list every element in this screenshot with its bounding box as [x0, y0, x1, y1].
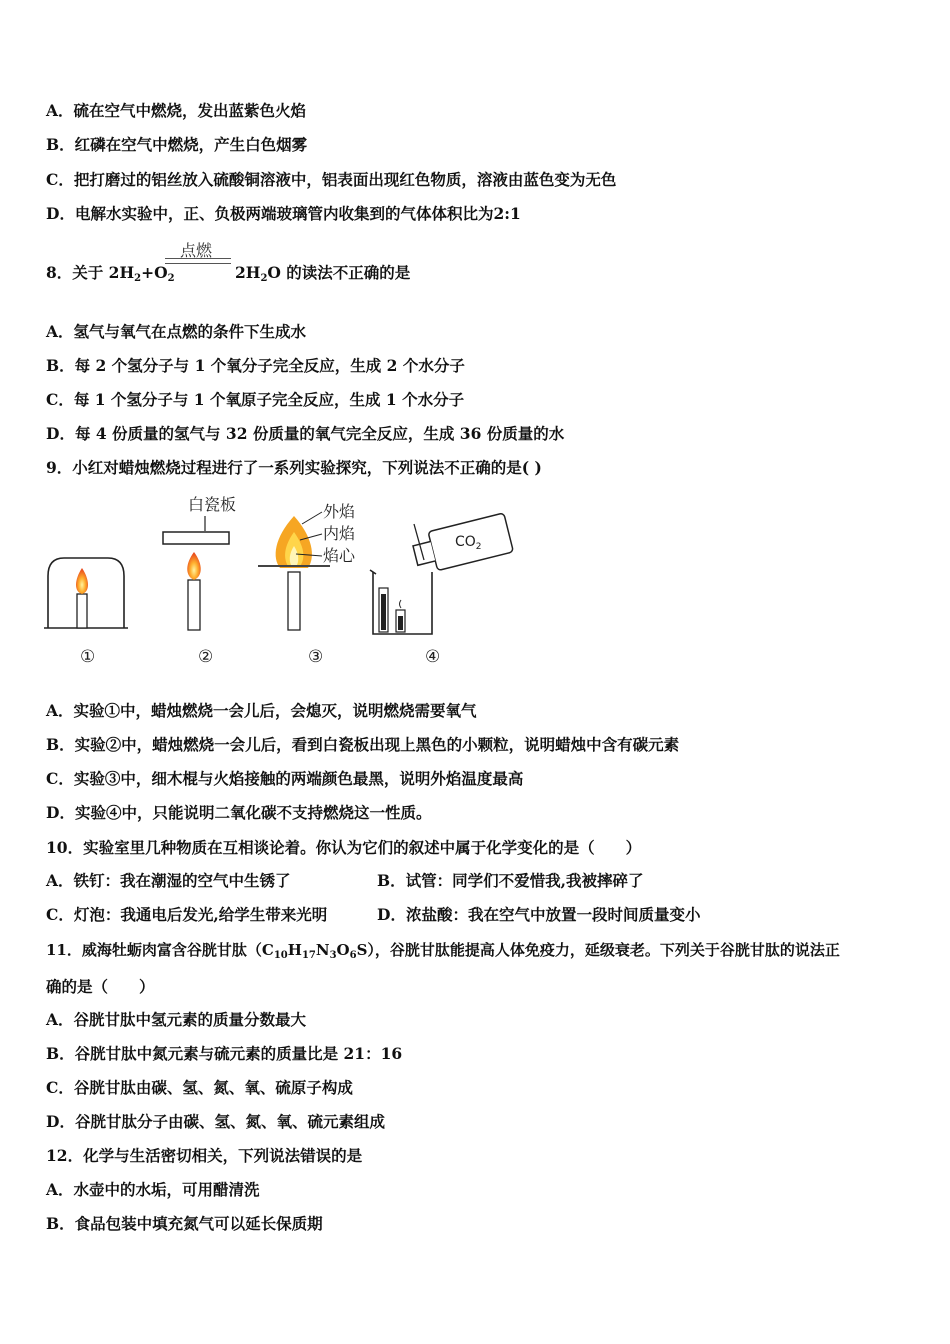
q10-option-c: C．灯泡：我通电后发光,给学生带来光明: [46, 905, 328, 924]
q8-option-d: D．每 4 份质量的氢气与 32 份质量的氧气完全反应，生成 36 份质量的水: [46, 424, 565, 443]
q11-option-a: A．谷胱甘肽中氢元素的质量分数最大: [46, 1010, 307, 1029]
q11-n: N: [315, 941, 330, 959]
candle-experiment-figure: [40, 488, 482, 673]
q11-option-d: D．谷胱甘肽分子由碳、氢、氮、氧、硫元素组成: [46, 1112, 385, 1131]
q8-option-c: C．每 1 个氢分子与 1 个氧原子完全反应，生成 1 个水分子: [46, 390, 465, 409]
label-4: ④: [425, 647, 441, 667]
q7-option-b: B．红磷在空气中燃烧，产生白色烟雾: [46, 135, 308, 154]
q8-o2-sub: 2: [167, 273, 175, 284]
q8-stem-right: [235, 263, 410, 283]
gas-formula-label: $CO_2$: [455, 534, 482, 552]
label-3: ③: [308, 647, 324, 667]
flame-core-label: 焰心: [323, 546, 356, 565]
experiment-1-jar: [44, 558, 128, 628]
q11-stem-b: S），谷胱甘肽能提高人体免疫力，延级衰老。下列关于谷胱甘肽的说法正: [356, 941, 840, 959]
reaction-condition: 点燃: [180, 241, 213, 260]
q11-stem-continued: 确的是（ ）: [46, 977, 155, 996]
q8-h2-sub: 2: [134, 273, 142, 284]
experiment-4-co2-pour: [370, 513, 513, 634]
q8-suffix: O 的读法不正确的是: [267, 263, 411, 282]
q8-product: 2H: [235, 263, 261, 282]
q7-option-a: A．硫在空气中燃烧，发出蓝紫色火焰: [46, 101, 307, 120]
equation-bar-bottom: [165, 263, 231, 264]
q9-option-d: D．实验④中，只能说明二氧化碳不支持燃烧这一性质。: [46, 803, 432, 822]
q8-h2o-sub: 2: [260, 273, 268, 284]
q8-plus-o: +O: [141, 263, 168, 282]
q8-option-a: A．氢气与氧气在点燃的条件下生成水: [46, 322, 307, 341]
q11-h: H: [287, 941, 302, 959]
q9-option-a: A．实验①中，蜡烛燃烧一会儿后，会熄灭，说明燃烧需要氧气: [46, 701, 477, 720]
q11-o: O: [336, 941, 350, 959]
q11-option-c: C．谷胱甘肽由碳、氢、氮、氧、硫原子构成: [46, 1078, 353, 1097]
q12-stem: 12．化学与生活密切相关，下列说法错误的是: [46, 1146, 363, 1165]
inner-flame-label: 内焰: [323, 524, 356, 543]
q7-option-d: D．电解水实验中，正、负极两端玻璃管内收集到的气体体积比为2:1: [46, 204, 521, 223]
label-1: ①: [80, 647, 96, 667]
q9-stem: 9．小红对蜡烛燃烧过程进行了一系列实验探究，下列说法不正确的是( ): [46, 458, 542, 477]
q9-option-c: C．实验③中，细木棍与火焰接触的两端颜色最黑，说明外焰温度最高: [46, 769, 524, 788]
q11-sub-n: 3: [329, 950, 337, 961]
experiment-3-flame-layers: [258, 502, 356, 630]
q11-option-b: B．谷胱甘肽中氮元素与硫元素的质量比是 21：16: [46, 1044, 403, 1063]
q12-option-a: A．水壶中的水垢，可用醋清洗: [46, 1180, 260, 1199]
q11-stem: [46, 940, 840, 960]
q11-sub-c: 10: [273, 950, 288, 961]
q8-prefix: 8．关于 2H: [46, 263, 135, 282]
q12-option-b: B．食品包装中填充氮气可以延长保质期: [46, 1214, 323, 1233]
q7-option-c: C．把打磨过的铝丝放入硫酸铜溶液中，铝表面出现红色物质，溶液由蓝色变为无色: [46, 170, 617, 189]
q10-option-b: B．试管：同学们不爱惜我,我被摔碎了: [377, 871, 644, 890]
q11-sub-o: 6: [349, 950, 357, 961]
q9-option-b: B．实验②中，蜡烛燃烧一会儿后，看到白瓷板出现上黑色的小颗粒，说明蜡烛中含有碳元素: [46, 735, 680, 754]
outer-flame-label: 外焰: [323, 502, 356, 521]
equation-bar-top: [165, 258, 231, 259]
q8-option-b: B．每 2 个氢分子与 1 个氧分子完全反应，生成 2 个水分子: [46, 356, 465, 375]
q10-stem: 10．实验室里几种物质在互相谈论着。你认为它们的叙述中属于化学变化的是（ ）: [46, 838, 642, 857]
q11-stem-a: 11．威海牡蛎肉富含谷胱甘肽（C: [46, 941, 274, 959]
experiment-2-plate: [163, 495, 236, 630]
q10-option-a: A．铁钉：我在潮湿的空气中生锈了: [46, 871, 291, 890]
white-plate-label: 白瓷板: [188, 495, 237, 514]
q10-option-d: D．浓盐酸：我在空气中放置一段时间质量变小: [377, 905, 701, 924]
q11-sub-h: 17: [301, 950, 316, 961]
label-2: ②: [198, 647, 214, 667]
q8-stem: [46, 263, 175, 283]
